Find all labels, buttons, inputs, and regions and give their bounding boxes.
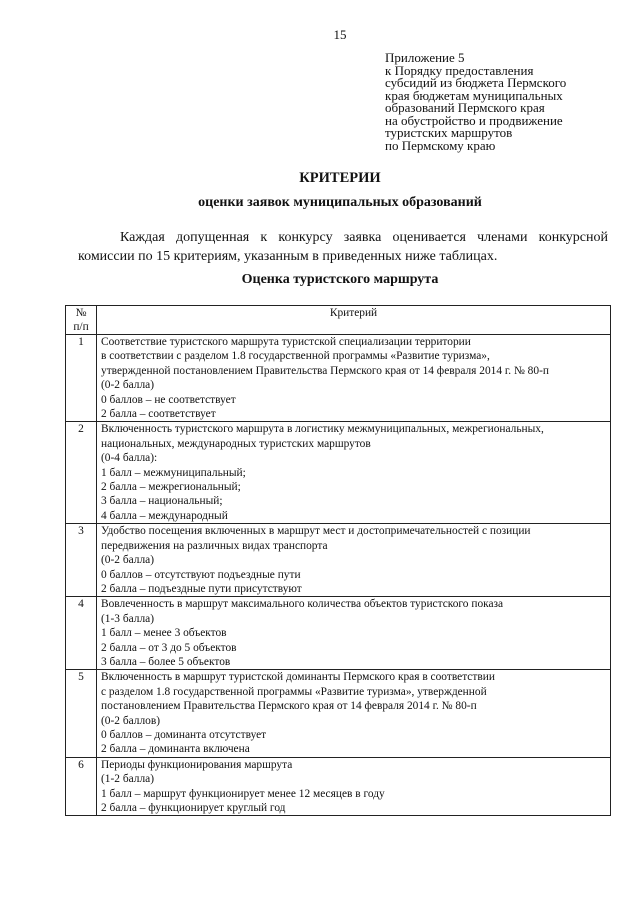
criterion-line: 4 балла – международный	[101, 509, 228, 522]
section-title: Оценка туристского маршрута	[241, 272, 439, 287]
criterion-line: (0-4 балла):	[101, 452, 158, 465]
criterion-line: 3 балла – более 5 объектов	[101, 655, 231, 668]
criterion-line: 2 балла – подъездные пути присутствуют	[101, 582, 302, 595]
criterion-line: 1 балл – межмуниципальный;	[101, 466, 246, 479]
document-subtitle: оценки заявок муниципальных образований	[198, 195, 482, 210]
criterion-line: 0 баллов – доминанта отсутствует	[101, 728, 267, 741]
table-row	[66, 597, 611, 670]
row-number: 2	[66, 422, 97, 524]
criterion-line: Вовлеченность в маршрут максимального количества объектов туристского показа	[101, 598, 504, 611]
criterion-line: 1 балл – маршрут функционирует менее 12 месяцев в году	[101, 787, 385, 800]
row-criterion	[97, 597, 611, 670]
criterion-line: Периоды функционирования маршрута	[101, 758, 293, 771]
page-number: 15	[333, 27, 347, 42]
column-header-number-line2: п/п	[73, 321, 89, 333]
criterion-line: в соответствии с разделом 1.8 государственной программы «Развитие туризма»,	[101, 350, 490, 363]
table-row	[66, 670, 611, 757]
table-row	[66, 422, 611, 524]
criterion-line: Включенность в маршрут туристской доминанты Пермского края в соответствии	[101, 671, 495, 684]
appendix-line: туристских маршрутов	[385, 125, 513, 140]
document-title: КРИТЕРИИ	[299, 170, 381, 186]
row-number: 5	[66, 670, 97, 757]
appendix-line: на обустройство и продвижение	[385, 112, 563, 128]
row-number: 1	[66, 335, 97, 422]
criterion-line: Включенность туристского маршрута в логистику межмуниципальных, межрегиональных,	[101, 423, 544, 436]
criterion-line: Удобство посещения включенных в маршрут мест и достопримечательностей с позиции	[101, 525, 531, 538]
criterion-line: 2 балла – доминанта включена	[101, 743, 250, 756]
criterion-line: с разделом 1.8 государственной программы «Развитие туризма», утвержденной	[101, 685, 487, 698]
criterion-line: 2 балла – от 3 до 5 объектов	[101, 641, 237, 654]
table-row	[66, 757, 611, 816]
criterion-line: (1-3 балла)	[101, 612, 154, 625]
column-header-number-line1: №	[75, 307, 87, 319]
table-header-row	[66, 306, 611, 335]
row-number: 3	[66, 524, 97, 597]
criterion-line: 2 балла – функционирует круглый год	[101, 802, 286, 814]
appendix-line: края бюджетам муниципальных	[385, 87, 563, 103]
row-criterion	[97, 524, 611, 597]
appendix-line: к Порядку предоставления	[385, 62, 534, 78]
intro-paragraph: Каждая допущенная к конкурсу заявка оценивается членами конкурсной комиссии по 15 критериям, указанным в приведенных ниже таблицах.	[78, 230, 608, 264]
criterion-line: постановлением Правительства Пермского края от 14 февраля 2014 г. № 80-п	[101, 700, 477, 713]
criterion-line: Соответствие туристского маршрута туристской специализации территории	[101, 336, 471, 348]
row-criterion	[97, 422, 611, 524]
criterion-line: 3 балла – национальный;	[101, 495, 223, 508]
appendix-line: Приложение 5	[385, 50, 465, 65]
row-number: 6	[66, 757, 97, 816]
appendix-line: субсидий из бюджета Пермского	[385, 75, 567, 90]
row-criterion	[97, 670, 611, 757]
criterion-line: 0 баллов – отсутствуют подъездные пути	[101, 568, 301, 581]
criterion-line: 1 балл – менее 3 объектов	[101, 627, 227, 640]
criterion-line: 2 балла – межрегиональный;	[101, 481, 241, 494]
column-header-criterion: Критерий	[97, 306, 611, 335]
criterion-line: утвержденной постановлением Правительства Пермского края от 14 февраля 2014 г. № 80-п	[101, 364, 549, 377]
table-row	[66, 335, 611, 422]
table-row	[66, 524, 611, 597]
criterion-line: 0 баллов – не соответствует	[101, 393, 236, 406]
criterion-line: передвижения на различных видах транспорта	[101, 539, 328, 552]
criteria-table	[65, 305, 611, 816]
row-number: 4	[66, 597, 97, 670]
criterion-line: национальных, международных туристских маршрутов	[101, 437, 371, 450]
row-criterion	[97, 335, 611, 422]
column-header-number	[66, 306, 97, 335]
criterion-line: (0-2 баллов)	[101, 714, 161, 727]
criterion-line: (0-2 балла)	[101, 379, 154, 392]
criteria-table-body	[66, 335, 611, 816]
appendix-line: по Пермскому краю	[385, 137, 496, 153]
criterion-line: (1-2 балла)	[101, 773, 154, 786]
criterion-line: (0-2 балла)	[101, 554, 154, 567]
appendix-note	[385, 52, 635, 152]
appendix-line: образований Пермского края	[385, 100, 545, 115]
criterion-line: 2 балла – соответствует	[101, 408, 216, 421]
row-criterion	[97, 757, 611, 816]
